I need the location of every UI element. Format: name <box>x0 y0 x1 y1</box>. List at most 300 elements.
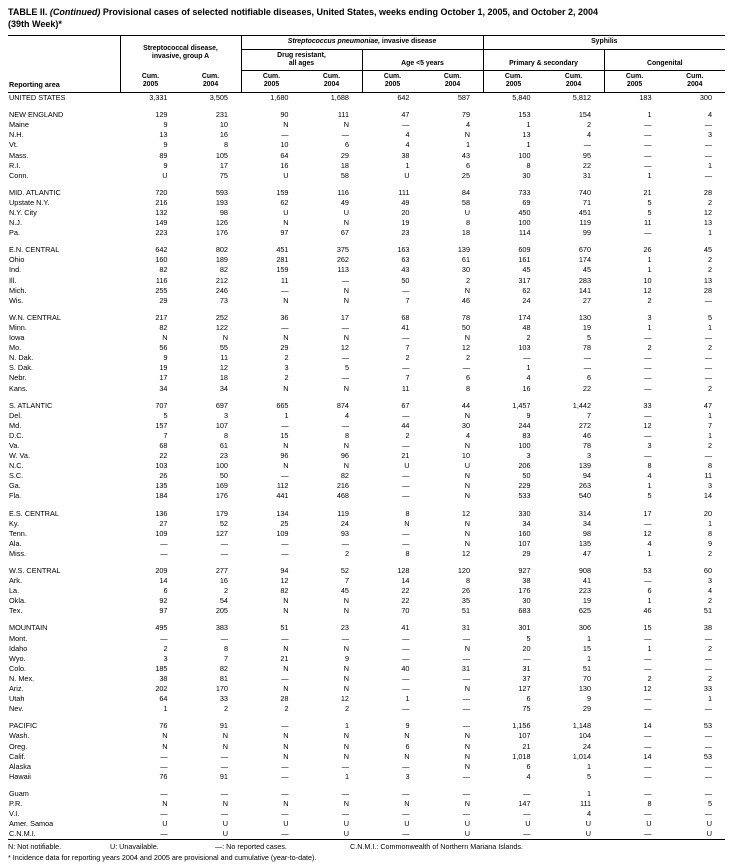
value-cell: U <box>464 461 471 471</box>
value-cell: 9 <box>163 140 168 150</box>
reporting-area-cell: Ga. <box>9 481 21 491</box>
value-cell: U <box>343 829 349 839</box>
reporting-area-cell: P.R. <box>9 798 23 808</box>
value-cell: 3 <box>284 363 289 373</box>
value-cell: 272 <box>578 420 592 430</box>
value-cell: — <box>402 410 410 420</box>
value-cell: 12 <box>643 528 652 538</box>
value-cell: 18 <box>461 228 471 238</box>
value-cell: 37 <box>522 673 531 683</box>
value-cell: N <box>464 798 471 808</box>
value-cell: U <box>283 170 289 180</box>
value-cell: 9 <box>163 353 168 363</box>
value-cell: 4 <box>344 410 349 420</box>
value-cell: 11 <box>401 383 410 393</box>
value-cell: 174 <box>518 312 531 322</box>
value-cell: 12 <box>280 576 289 586</box>
value-cell: 34 <box>522 518 531 528</box>
table-row <box>8 559 725 576</box>
value-cell: 8 <box>223 643 228 653</box>
col-header-cum-2004: Cum. 2004 <box>423 70 484 92</box>
value-cell: 70 <box>582 673 592 683</box>
value-cell: 17 <box>219 160 228 170</box>
value-cell: 223 <box>578 586 592 596</box>
table-title <box>8 7 725 30</box>
value-cell: 205 <box>215 606 228 616</box>
value-cell: 8 <box>223 430 228 440</box>
table-week-label: (39th Week)* <box>8 18 62 29</box>
value-cell: 1 <box>647 255 652 265</box>
value-cell: 4 <box>405 140 410 150</box>
value-cell: 665 <box>276 400 289 410</box>
value-cell: 10 <box>643 275 652 285</box>
value-cell: — <box>402 653 410 663</box>
value-cell: 19 <box>401 218 410 228</box>
value-cell: — <box>220 788 228 798</box>
value-cell: 9 <box>707 538 713 548</box>
value-cell: 12 <box>643 420 652 430</box>
reporting-area-cell: V.I. <box>9 809 20 819</box>
value-cell: N <box>464 528 471 538</box>
value-cell: 21 <box>522 741 531 751</box>
value-cell: 46 <box>582 430 592 440</box>
value-cell: 170 <box>215 684 228 694</box>
value-cell: 53 <box>703 751 713 761</box>
value-cell: 450 <box>518 208 531 218</box>
table-row <box>8 634 725 644</box>
table-row <box>8 772 725 782</box>
value-cell: 10 <box>461 451 471 461</box>
value-cell: 5 <box>707 312 713 322</box>
value-cell: 159 <box>276 265 289 275</box>
value-cell: — <box>704 741 713 751</box>
value-cell: — <box>583 353 592 363</box>
reporting-area-cell: Conn. <box>9 170 29 180</box>
value-cell: 3 <box>647 312 652 322</box>
value-cell: N <box>283 461 289 471</box>
value-cell: 670 <box>578 245 592 255</box>
value-cell: — <box>644 788 652 798</box>
table-row <box>8 491 725 501</box>
value-cell: 127 <box>518 684 531 694</box>
value-cell: 6 <box>465 160 471 170</box>
table-row <box>8 616 725 633</box>
table-row <box>8 296 725 306</box>
value-cell: 1,457 <box>512 400 531 410</box>
value-cell: 51 <box>703 606 713 616</box>
value-cell: — <box>644 120 652 130</box>
value-cell: 8 <box>405 508 410 518</box>
value-cell: 34 <box>219 383 228 393</box>
value-cell: N <box>283 383 289 393</box>
value-cell: — <box>523 653 531 663</box>
value-cell: — <box>644 741 652 751</box>
value-cell: — <box>341 373 349 383</box>
value-cell: 12 <box>219 363 228 373</box>
value-cell: 15 <box>280 430 289 440</box>
value-cell: — <box>402 440 410 450</box>
value-cell: 63 <box>401 255 410 265</box>
value-cell: 105 <box>215 150 228 160</box>
value-cell: — <box>704 731 713 741</box>
value-cell: 82 <box>159 265 168 275</box>
value-cell: 7 <box>405 343 410 353</box>
value-cell: 26 <box>159 471 168 481</box>
table-row <box>8 799 725 809</box>
table-row <box>8 674 725 684</box>
value-cell: N <box>343 684 349 694</box>
value-cell: 2 <box>405 430 410 440</box>
value-cell: 1 <box>647 548 652 558</box>
value-cell: 4 <box>465 430 471 440</box>
value-cell: 14 <box>401 576 410 586</box>
group-a-strep-header <box>120 36 241 70</box>
value-cell: 6 <box>647 586 652 596</box>
value-cell: 12 <box>703 208 713 218</box>
footnote-no-reported-cases: —: No reported cases. <box>215 842 287 852</box>
value-cell: 67 <box>401 400 410 410</box>
table-row <box>8 762 725 772</box>
value-cell: 52 <box>219 518 228 528</box>
value-cell: 720 <box>155 187 168 197</box>
value-cell: N <box>343 285 349 295</box>
value-cell: 58 <box>461 197 471 207</box>
table-row <box>8 519 725 529</box>
value-cell: 81 <box>219 673 228 683</box>
value-cell: 176 <box>215 491 228 501</box>
value-cell: 1 <box>586 761 592 771</box>
value-cell: 441 <box>276 491 289 501</box>
value-cell: 3,505 <box>209 93 228 103</box>
footnote-unavailable: U: Unavailable. <box>110 842 159 852</box>
value-cell: 20 <box>522 643 531 653</box>
value-cell: — <box>402 684 410 694</box>
value-cell: 874 <box>336 400 349 410</box>
value-cell: 38 <box>522 576 531 586</box>
value-cell: 135 <box>578 538 592 548</box>
reporting-area-cell: Miss. <box>9 548 27 558</box>
value-cell: 263 <box>578 481 592 491</box>
reporting-area-cell: Upstate N.Y. <box>9 197 50 207</box>
value-cell: 34 <box>159 383 168 393</box>
table-row <box>8 714 725 731</box>
value-cell: 75 <box>522 704 531 714</box>
value-cell: 707 <box>155 400 168 410</box>
value-cell: N <box>343 295 349 305</box>
value-cell: 1,148 <box>572 721 592 731</box>
value-cell: 122 <box>215 322 228 332</box>
value-cell: — <box>281 548 289 558</box>
reporting-area-cell: MOUNTAIN <box>9 623 48 633</box>
reporting-area-cell: Mont. <box>9 633 28 643</box>
reporting-area-cell: La. <box>9 586 20 596</box>
value-cell: — <box>402 633 410 643</box>
value-cell: — <box>281 721 289 731</box>
footnote-legend <box>8 842 725 852</box>
value-cell: 18 <box>340 160 349 170</box>
table-row <box>8 586 725 596</box>
reporting-area-cell: Mo. <box>9 343 22 353</box>
value-cell: 35 <box>461 596 471 606</box>
value-cell: 6 <box>526 694 531 704</box>
table-label: TABLE II. <box>8 7 48 17</box>
value-cell: 54 <box>219 596 228 606</box>
value-cell: — <box>462 771 471 781</box>
value-cell: 1,156 <box>512 721 531 731</box>
value-cell: — <box>341 322 349 332</box>
value-cell: 4 <box>526 373 531 383</box>
value-cell: 1 <box>647 265 652 275</box>
value-cell: 1,688 <box>330 93 349 103</box>
value-cell: 29 <box>340 150 349 160</box>
reporting-area-cell: N.C. <box>9 461 24 471</box>
value-cell: 3 <box>707 576 713 586</box>
value-cell: 82 <box>280 586 289 596</box>
value-cell: 28 <box>703 187 713 197</box>
value-cell: 15 <box>582 643 592 653</box>
value-cell: N <box>343 606 349 616</box>
value-cell: — <box>644 653 652 663</box>
value-cell: N <box>283 596 289 606</box>
value-cell: 683 <box>518 606 531 616</box>
value-cell: N <box>283 606 289 616</box>
table-body <box>8 93 725 840</box>
value-cell: — <box>704 761 713 771</box>
value-cell: N <box>464 518 471 528</box>
value-cell: 2 <box>526 333 531 343</box>
value-cell: 2 <box>707 673 713 683</box>
value-cell: N <box>464 333 471 343</box>
value-cell: 100 <box>518 150 531 160</box>
value-cell: — <box>281 471 289 481</box>
value-cell: U <box>706 829 713 839</box>
value-cell: 12 <box>461 548 471 558</box>
value-cell: 1,018 <box>512 751 531 761</box>
reporting-area-cell: Guam <box>9 788 29 798</box>
value-cell: 216 <box>155 197 168 207</box>
value-cell: — <box>341 130 349 140</box>
reporting-area-cell: Vt. <box>9 140 18 150</box>
value-cell: 697 <box>215 400 228 410</box>
value-cell: 216 <box>336 481 349 491</box>
value-cell: 1 <box>526 120 531 130</box>
value-cell: — <box>281 809 289 819</box>
value-cell: N <box>283 120 289 130</box>
value-cell: 2 <box>707 343 713 353</box>
value-cell: 8 <box>526 160 531 170</box>
value-cell: U <box>464 208 471 218</box>
value-cell: 12 <box>643 684 652 694</box>
value-cell: N <box>464 761 471 771</box>
value-cell: N <box>404 518 410 528</box>
value-cell: 193 <box>215 197 228 207</box>
table-row <box>8 742 725 752</box>
value-cell: 116 <box>337 187 349 197</box>
value-cell: — <box>402 528 410 538</box>
value-cell: — <box>704 633 713 643</box>
value-cell: 19 <box>582 596 592 606</box>
value-cell: U <box>525 819 531 829</box>
value-cell: — <box>341 761 349 771</box>
value-cell: 4 <box>586 130 592 140</box>
value-cell: 109 <box>155 528 168 538</box>
table-row <box>8 276 725 286</box>
value-cell: — <box>402 363 410 373</box>
reporting-area-cell: Ind. <box>9 265 22 275</box>
value-cell: — <box>583 363 592 373</box>
value-cell: U <box>585 819 592 829</box>
value-cell: 5 <box>647 491 652 501</box>
value-cell: 49 <box>340 197 349 207</box>
value-cell: 2 <box>707 596 713 606</box>
table-row <box>8 606 725 616</box>
table-row <box>8 704 725 714</box>
reporting-area-cell: Ariz. <box>9 684 24 694</box>
value-cell: — <box>341 420 349 430</box>
reporting-area-cell: Ill. <box>9 275 17 285</box>
value-cell: 51 <box>582 663 592 673</box>
value-cell: 1 <box>647 110 652 120</box>
value-cell: N <box>464 410 471 420</box>
value-cell: — <box>402 333 410 343</box>
reporting-area-cell: Kans. <box>9 383 28 393</box>
value-cell: 9 <box>163 160 168 170</box>
value-cell: 3 <box>707 130 713 140</box>
value-cell: N <box>404 731 410 741</box>
value-cell: 231 <box>215 110 228 120</box>
value-cell: 317 <box>518 275 531 285</box>
value-cell: 27 <box>159 518 168 528</box>
value-cell: 229 <box>518 481 531 491</box>
value-cell: — <box>644 663 652 673</box>
value-cell: N <box>343 218 349 228</box>
value-cell: 127 <box>215 528 228 538</box>
value-cell: N <box>464 491 471 501</box>
value-cell: 68 <box>401 312 410 322</box>
reporting-area-cell: S. ATLANTIC <box>9 400 53 410</box>
value-cell: 5,812 <box>572 93 592 103</box>
congenital-header: Congenital <box>604 49 725 70</box>
value-cell: 94 <box>582 471 592 481</box>
value-cell: 246 <box>215 285 228 295</box>
value-cell: 22 <box>401 596 410 606</box>
col-header-cum-2005: Cum. 2005 <box>241 70 302 92</box>
table-row <box>8 684 725 694</box>
value-cell: 9 <box>344 653 349 663</box>
value-cell: N <box>343 461 349 471</box>
value-cell: — <box>704 771 713 781</box>
reporting-area-cell: Tex. <box>9 606 23 616</box>
value-cell: — <box>704 663 713 673</box>
reporting-area-cell: N. Mex. <box>9 673 35 683</box>
value-cell: 908 <box>578 566 592 576</box>
col-header-cum-2005: Cum. 2005 <box>604 70 665 92</box>
reporting-area-cell: N.Y. City <box>9 208 37 218</box>
value-cell: 100 <box>518 440 531 450</box>
reporting-area-cell: Alaska <box>9 761 31 771</box>
value-cell: 169 <box>215 481 228 491</box>
reporting-area-cell: S.C. <box>9 471 24 481</box>
footnote-cnmi: C.N.M.I.: Commonwealth of Northern Mariana Islands. <box>350 842 523 852</box>
value-cell: N <box>162 798 168 808</box>
age-under-5-header: Age <5 years <box>362 49 483 70</box>
col-header-cum-2005: Cum. 2005 <box>120 70 181 92</box>
value-cell: 139 <box>578 461 592 471</box>
value-cell: N <box>283 798 289 808</box>
value-cell: 46 <box>643 606 652 616</box>
value-cell: 8 <box>647 798 652 808</box>
value-cell: 107 <box>518 538 531 548</box>
table-row <box>8 140 725 150</box>
table-row <box>8 103 725 120</box>
value-cell: 300 <box>699 93 713 103</box>
value-cell: — <box>341 633 349 643</box>
col-header-cum-2004: Cum. 2004 <box>544 70 605 92</box>
value-cell: 1 <box>526 140 531 150</box>
value-cell: — <box>402 538 410 548</box>
value-cell: — <box>704 295 713 305</box>
reporting-area-cell: Hawaii <box>9 771 31 781</box>
value-cell: — <box>281 322 289 332</box>
value-cell: 7 <box>223 653 228 663</box>
value-cell: 13 <box>703 218 713 228</box>
col-header-cum-2004: Cum. 2004 <box>665 70 726 92</box>
reporting-area-cell: Utah <box>9 694 25 704</box>
table-row <box>8 644 725 654</box>
value-cell: N <box>464 731 471 741</box>
value-cell: 3 <box>707 481 713 491</box>
value-cell: 33 <box>703 684 713 694</box>
value-cell: 1 <box>163 704 168 714</box>
value-cell: 141 <box>578 285 592 295</box>
value-cell: 176 <box>518 586 531 596</box>
table-row <box>8 451 725 461</box>
reporting-area-cell: Nebr. <box>9 373 27 383</box>
table-row <box>8 343 725 353</box>
value-cell: 41 <box>401 322 410 332</box>
value-cell: — <box>160 829 168 839</box>
value-cell: U <box>162 819 168 829</box>
value-cell: — <box>704 788 713 798</box>
value-cell: 154 <box>578 110 592 120</box>
table-row <box>8 171 725 181</box>
table-row <box>8 228 725 238</box>
value-cell: N <box>283 741 289 751</box>
value-cell: U <box>706 819 713 829</box>
value-cell: — <box>160 809 168 819</box>
value-cell: 19 <box>159 363 168 373</box>
value-cell: 47 <box>582 548 592 558</box>
value-cell: 109 <box>276 528 289 538</box>
value-cell: — <box>644 704 652 714</box>
value-cell: N <box>283 684 289 694</box>
value-cell: — <box>462 788 471 798</box>
value-cell: 114 <box>518 228 531 238</box>
value-cell: 43 <box>461 150 471 160</box>
value-cell: — <box>281 761 289 771</box>
value-cell: U <box>585 829 592 839</box>
value-cell: 642 <box>155 245 168 255</box>
value-cell: 12 <box>461 508 471 518</box>
value-cell: — <box>644 140 652 150</box>
reporting-area-cell: Calif. <box>9 751 26 761</box>
table-description: Provisional cases of selected notifiable diseases, United States, weeks ending October 1, 2005, and October 2, 2004 <box>102 7 599 17</box>
reporting-area-cell: Maine <box>9 120 29 130</box>
value-cell: 6 <box>526 761 531 771</box>
reporting-area-cell: E.S. CENTRAL <box>9 508 59 518</box>
value-cell: 33 <box>643 400 652 410</box>
value-cell: — <box>462 704 471 714</box>
